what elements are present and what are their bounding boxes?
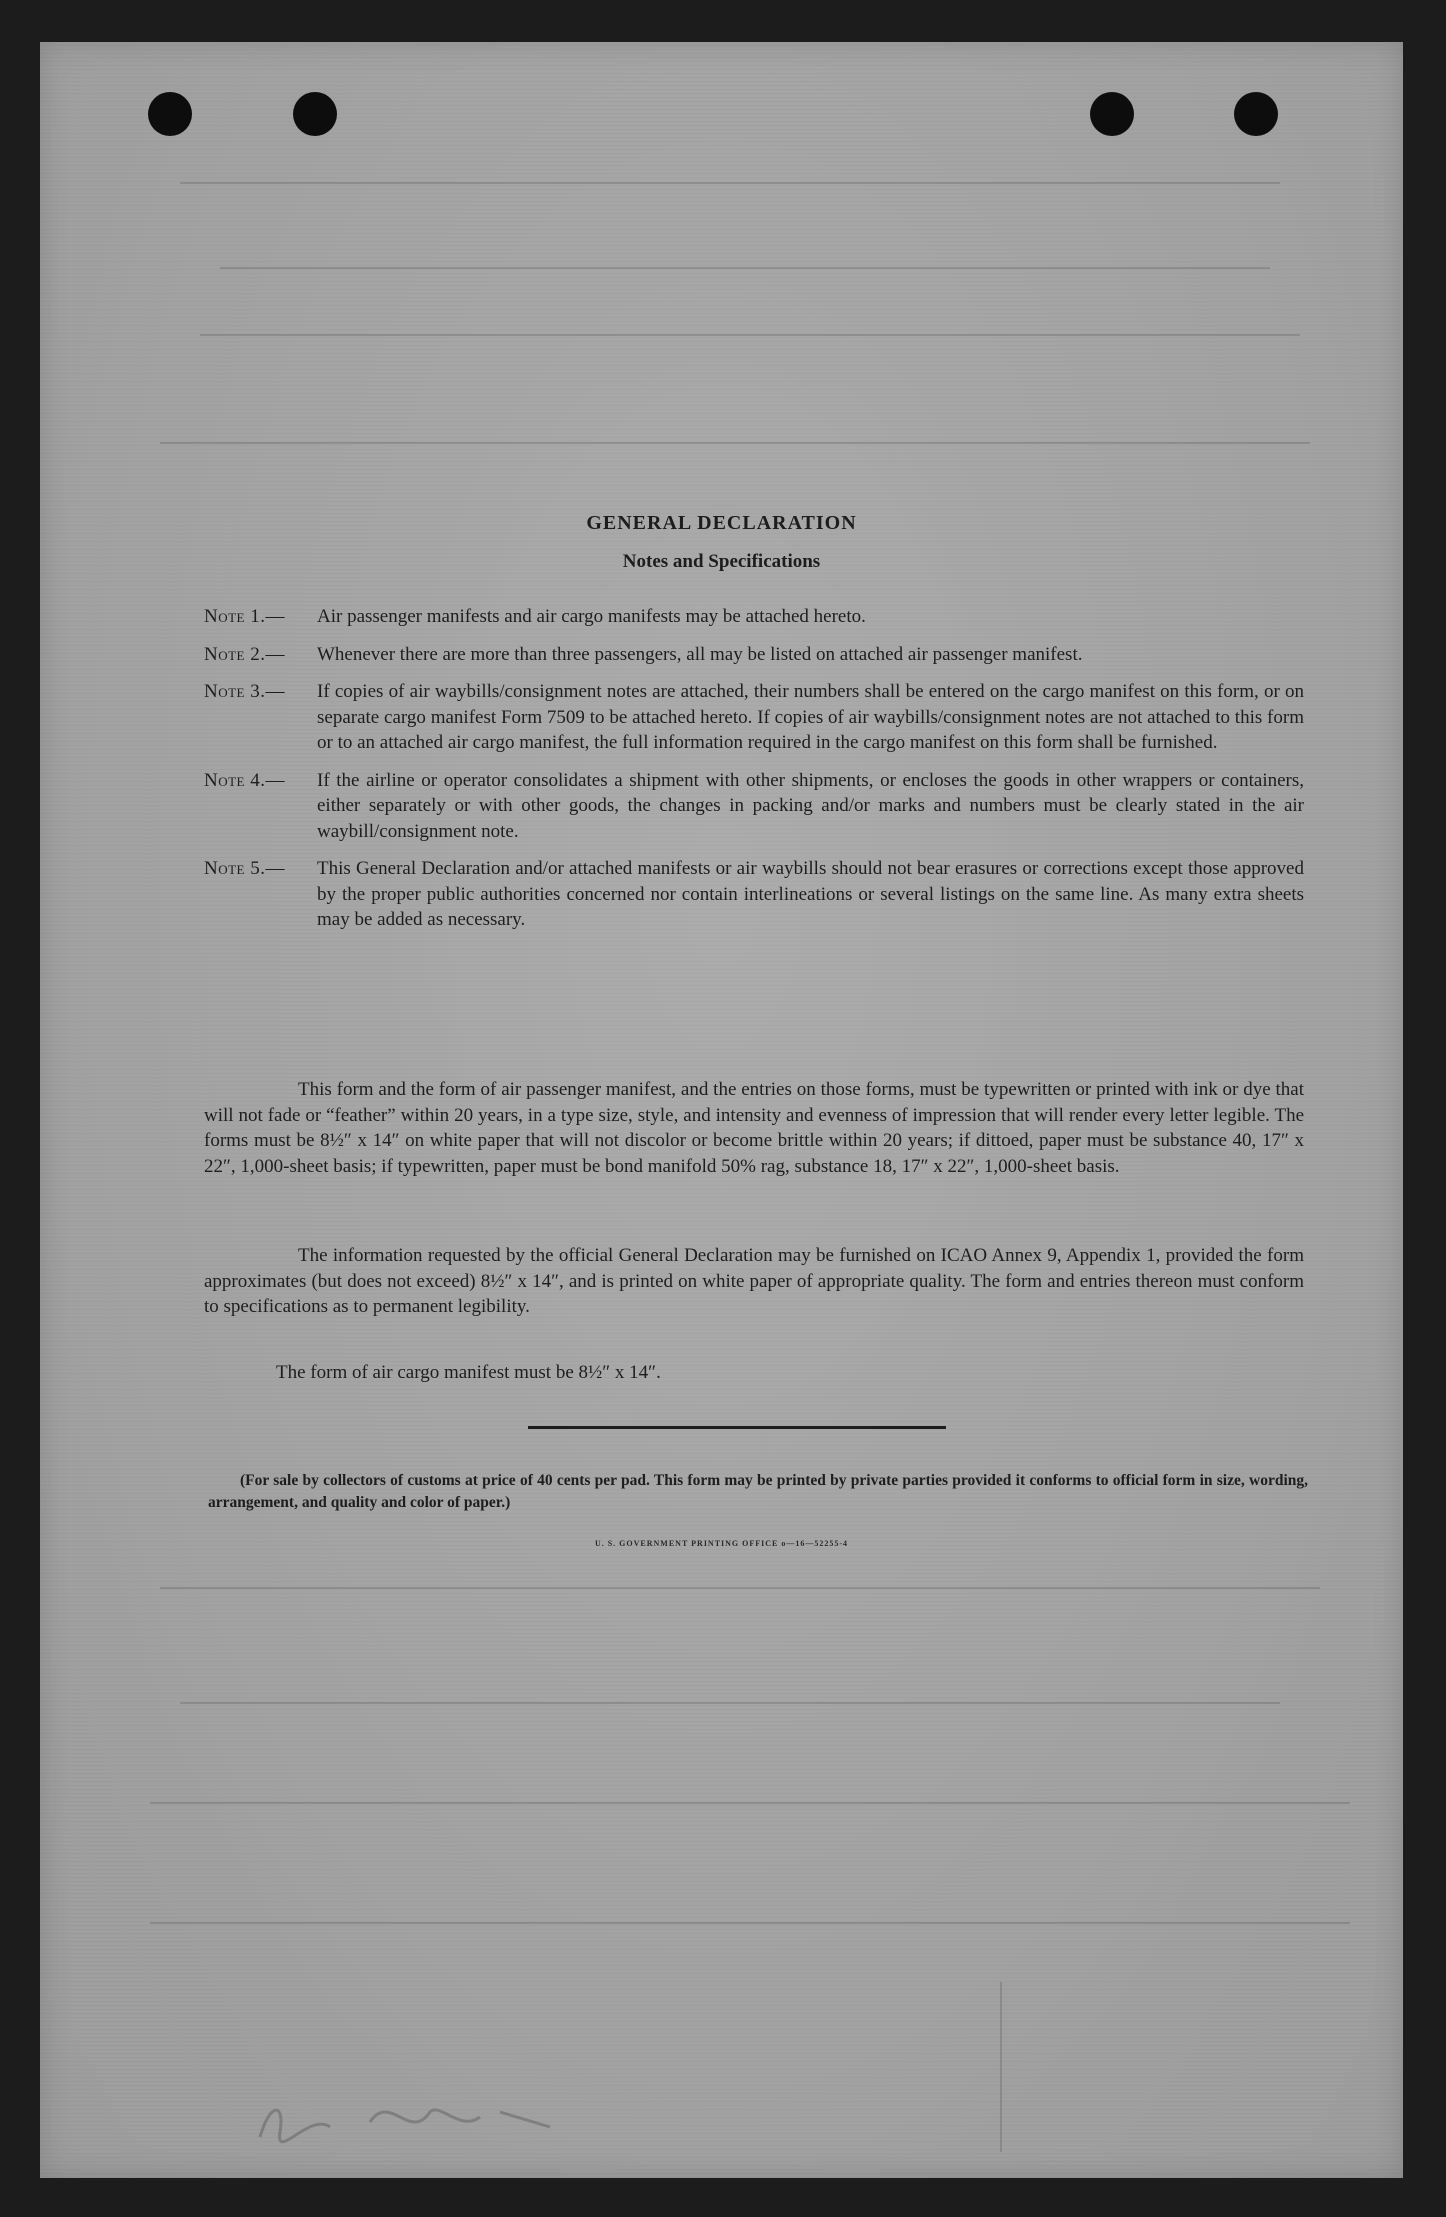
note-text: If the airline or operator consolidates a shipment with other shipments, or encloses the goods in other wrappers or containers, either separately or with other goods, the changes in packing and/or marks and numbers must be clearly stated in the air waybill/consignment note. (317, 769, 1304, 842)
notes-list (204, 604, 1304, 945)
note-label: Note 2.— (204, 643, 285, 665)
page-title: GENERAL DECLARATION (586, 512, 857, 534)
note-item (204, 604, 1304, 630)
punch-hole-icon (1234, 92, 1278, 136)
note-text: Air passenger manifests and air cargo manifests may be attached hereto. (317, 606, 866, 627)
note-label: Note 5.— (204, 858, 285, 879)
note-item (204, 679, 1304, 756)
note-text: Whenever there are more than three passengers, all may be listed on attached air passenger manifest. (317, 643, 1083, 665)
document-page (40, 42, 1403, 2178)
punch-hole-icon (1090, 92, 1134, 136)
note-label: Note 1.— (204, 606, 285, 627)
punch-hole-icon (148, 92, 192, 136)
sale-note: (For sale by collectors of customs at price of 40 cents per pad. This form may be printed by private parties provided it conforms to official form in size, wording, arrangement, and quality and color of paper.) (208, 1472, 1308, 1511)
note-item (204, 768, 1304, 845)
paragraph-cargo-manifest: The form of air cargo manifest must be 8½″ x 14″. (276, 1362, 661, 1383)
note-item (204, 642, 1304, 668)
paragraph-form-requirements: This form and the form of air passenger manifest, and the entries on those forms, must be typewritten or printed with ink or dye that will not fade or “feather” within 20 years, in a type size, style, and intensity and evenness of impression that will render every letter legible. The forms must be 8½″ x 14″ on white paper that will not discolor or become brittle within 20 years; if dittoed, paper must be substance 40, 17″ x 22″, 1,000-sheet basis; if typewritten, paper must be bond manifold 50% rag, substance 18, 17″ x 22″, 1,000-sheet basis. (204, 1079, 1304, 1177)
note-text: If copies of air waybills/consignment notes are attached, their numbers shall be entered on the cargo manifest on this form, or on separate cargo manifest Form 7509 to be attached hereto. If copies of air waybills/consignment notes are not attached to this form or to an attached air cargo manifest, the full information required in the cargo manifest on this form shall be furnished. (317, 681, 1304, 753)
signature-icon (250, 2082, 570, 2152)
printer-imprint: U. S. GOVERNMENT PRINTING OFFICE o—16—52255-4 (594, 1539, 849, 1548)
note-text: This General Declaration and/or attached manifests or air waybills should not bear erasures or corrections except those approved by the proper public authorities concerned nor contain interlineations or several listings on the same line. As many extra sheets may be added as necessary. (317, 858, 1304, 930)
paragraph-icao-annex: The information requested by the official General Declaration may be furnished on ICAO Annex 9, Appendix 1, provided the form approximates (but does not exceed) 8½″ x 14″, and is printed on white paper of appropriate quality. The form and entries thereon must conform to specifications as to permanent legibility. (204, 1245, 1304, 1317)
punch-hole-icon (293, 92, 337, 136)
note-label: Note 4.— (204, 769, 285, 791)
page-subtitle: Notes and Specifications (622, 551, 821, 572)
divider (528, 1426, 946, 1429)
note-label: Note 3.— (204, 681, 285, 702)
note-item (204, 856, 1304, 933)
